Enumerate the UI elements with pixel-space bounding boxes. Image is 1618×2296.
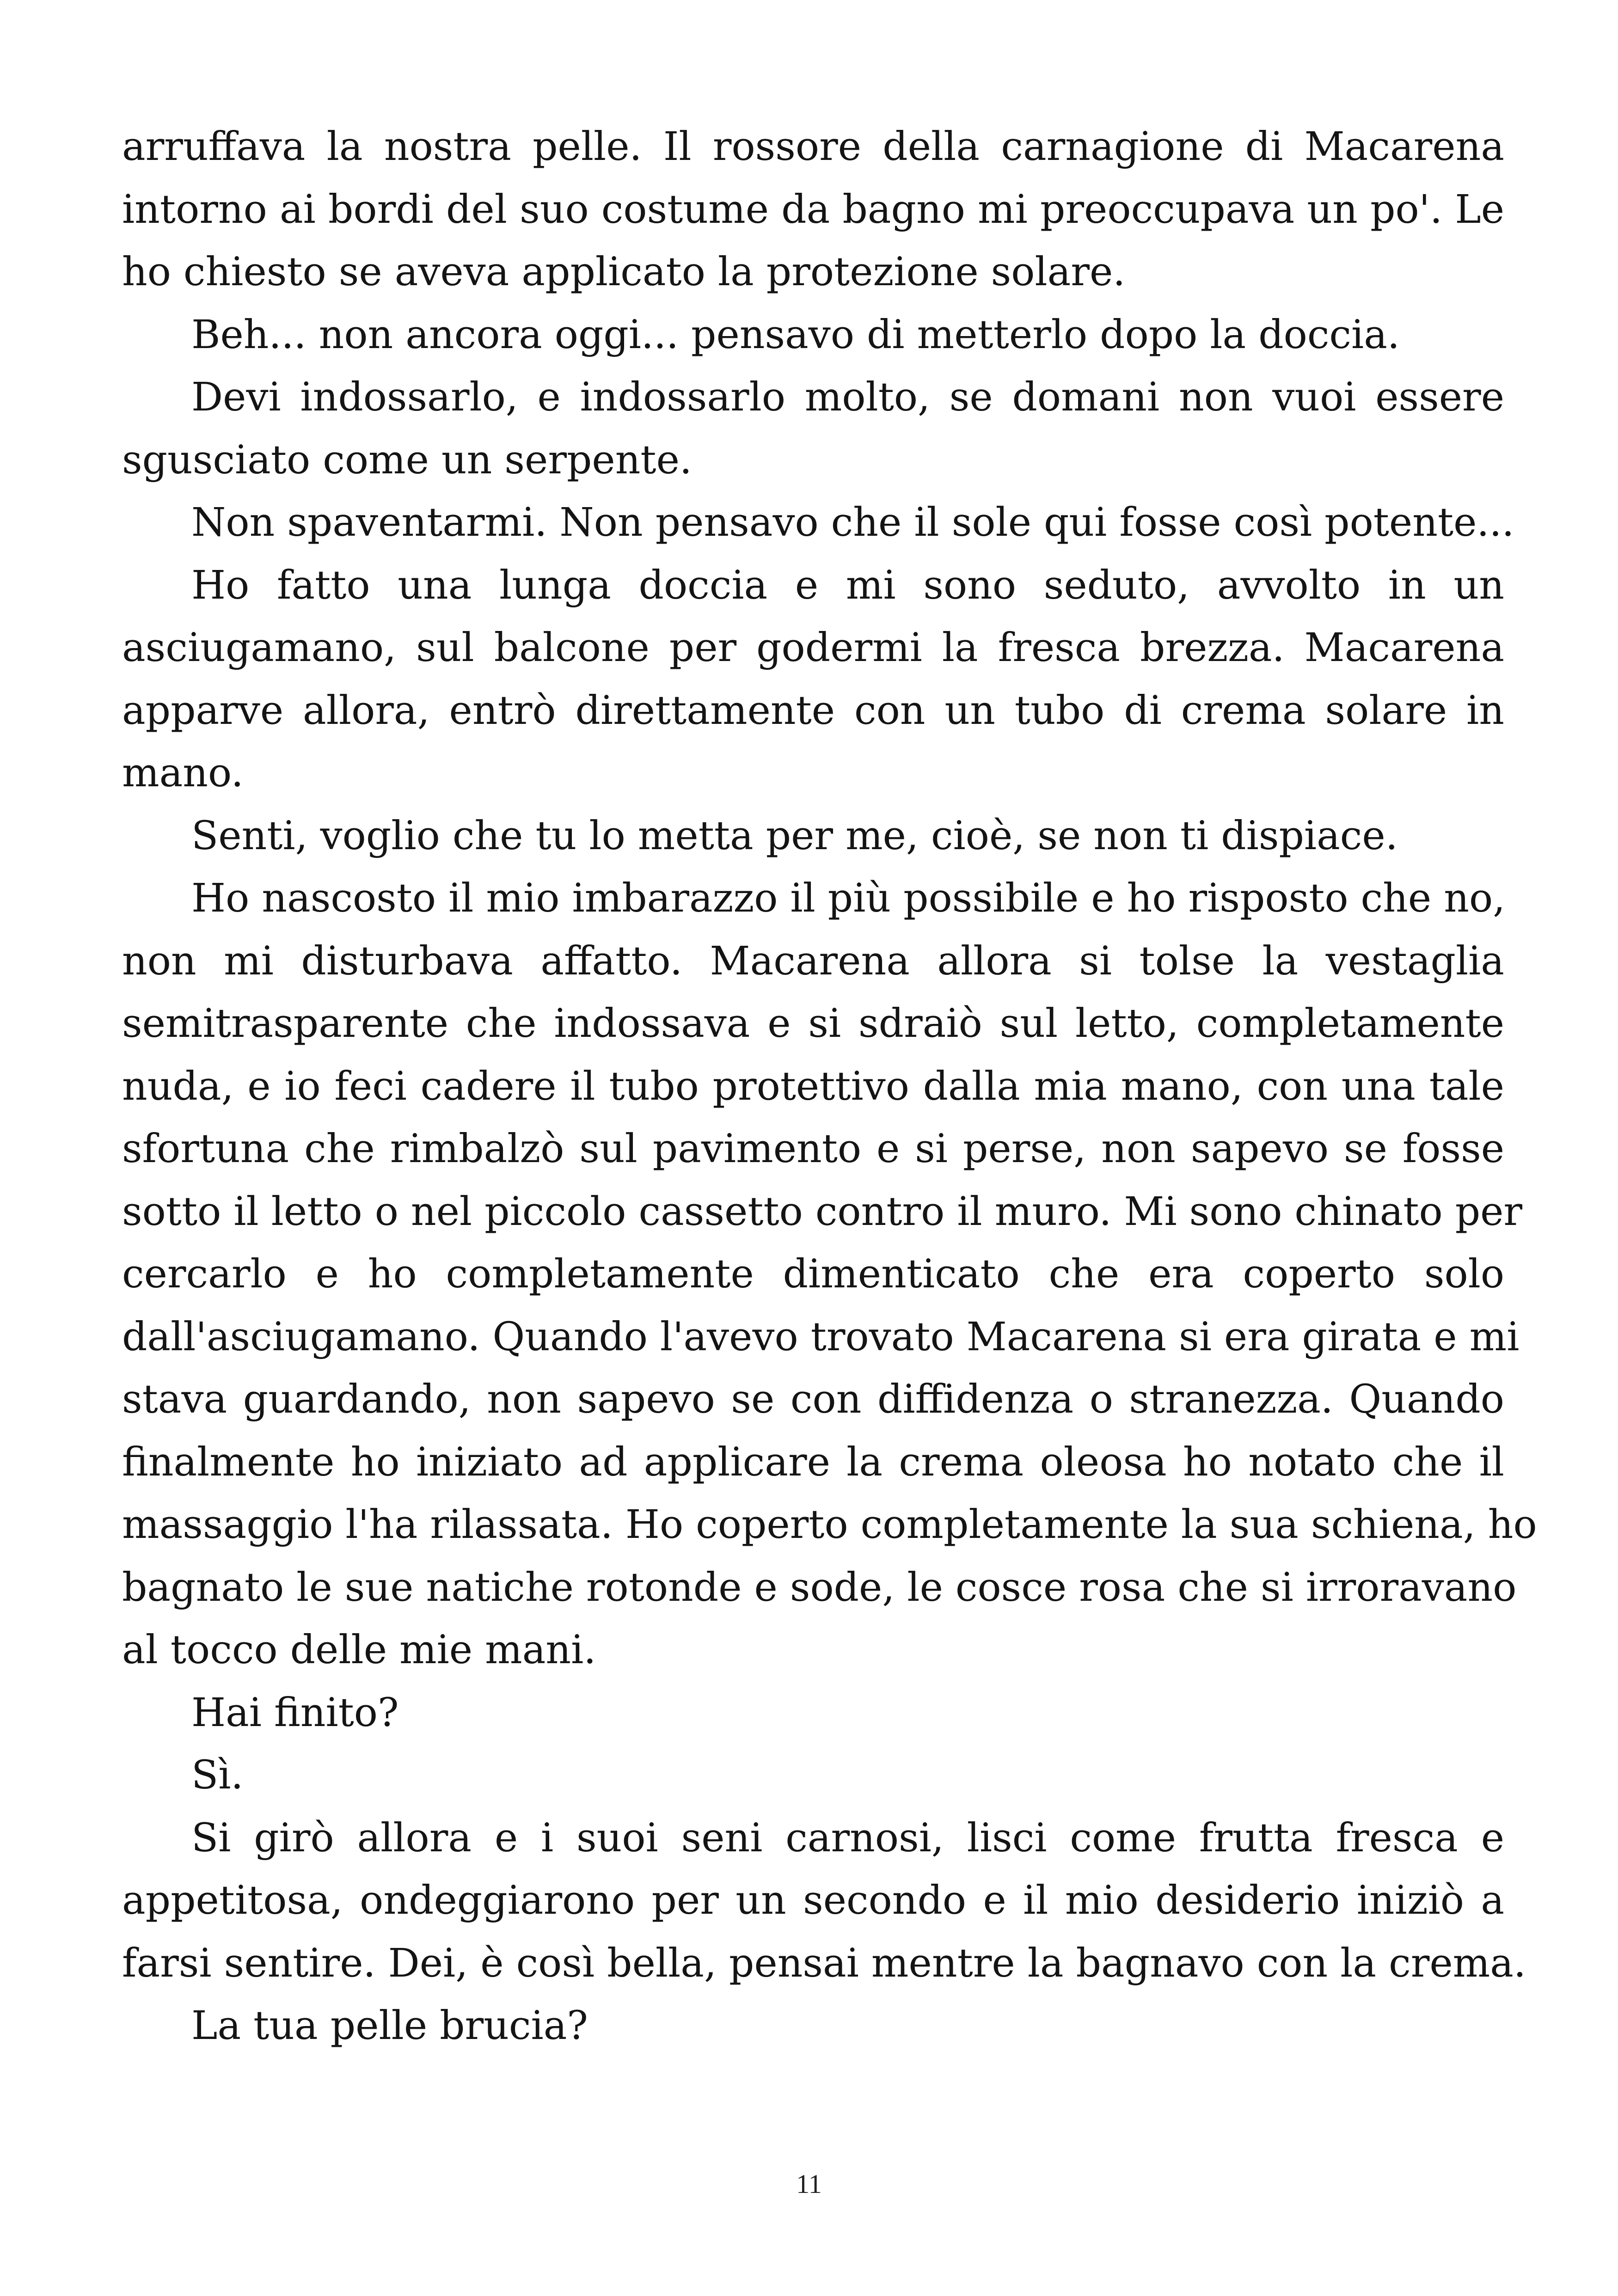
page-number: 11 <box>796 2169 822 2199</box>
text-line: finalmente ho iniziato ad applicare la crema oleosa ho notato che il <box>122 1439 1504 1485</box>
text-line: stava guardando, non sapevo se con diffidenza o stranezza. Quando <box>122 1377 1504 1422</box>
text-line: cercarlo e ho completamente dimenticato che era coperto solo <box>122 1251 1504 1297</box>
text-line: massaggio l'ha rilassata. Ho coperto completamente la sua schiena, ho <box>122 1502 1537 1548</box>
text-line: Non spaventarmi. Non pensavo che il sole qui fosse così potente... <box>191 500 1514 545</box>
text-line: arruffava la nostra pelle. Il rossore della carnagione di Macarena <box>122 124 1504 170</box>
text-line: non mi disturbava affatto. Macarena allora si tolse la vestaglia <box>122 938 1504 984</box>
text-line: semitrasparente che indossava e si sdraiò sul letto, completamente <box>122 1001 1504 1047</box>
text-line: Ho nascosto il mio imbarazzo il più possibile e ho risposto che no, <box>191 876 1506 921</box>
text-line: bagnato le sue natiche rotonde e sode, le cosce rosa che si irroravano <box>122 1564 1517 1610</box>
text-line: farsi sentire. Dei, è così bella, pensai mentre la bagnavo con la crema. <box>122 1940 1526 1986</box>
text-line: intorno ai bordi del suo costume da bagno mi preoccupava un po'. Le <box>122 186 1504 233</box>
text-line: Beh... non ancora oggi... pensavo di metterlo dopo la doccia. <box>191 312 1400 358</box>
text-line: Hai finito? <box>191 1690 399 1736</box>
text-line: Ho fatto una lunga doccia e mi sono seduto, avvolto in un <box>191 562 1504 608</box>
text-line: dall'asciugamano. Quando l'avevo trovato Macarena si era girata e mi <box>122 1314 1520 1360</box>
text-line: sgusciato come un serpente. <box>122 437 692 483</box>
text-line: mano. <box>122 750 244 796</box>
text-line: sfortuna che rimbalzò sul pavimento e si perse, non sapevo se fosse <box>122 1126 1504 1172</box>
text-line: appetitosa, ondeggiarono per un secondo e il mio desiderio iniziò a <box>122 1878 1504 1923</box>
text-line: Devi indossarlo, e indossarlo molto, se domani non vuoi essere <box>191 374 1504 420</box>
text-line: Senti, voglio che tu lo metta per me, cioè, se non ti dispiace. <box>191 813 1398 859</box>
text-line: al tocco delle mie mani. <box>122 1627 596 1673</box>
text-line: Sì. <box>191 1752 244 1798</box>
text-line: sotto il letto o nel piccolo cassetto contro il muro. Mi sono chinato per <box>122 1188 1523 1235</box>
text-line: nuda, e io feci cadere il tubo protettivo dalla mia mano, con una tale <box>122 1063 1504 1109</box>
text-line: Si girò allora e i suoi seni carnosi, lisci come frutta fresca e <box>191 1815 1504 1861</box>
body-text <box>122 116 1537 2057</box>
text-line: apparve allora, entrò direttamente con un tubo di crema solare in <box>122 687 1504 734</box>
text-line: ho chiesto se aveva applicato la protezione solare. <box>122 249 1126 295</box>
text-line: La tua pelle brucia? <box>191 2003 588 2049</box>
text-line: asciugamano, sul balcone per godermi la fresca brezza. Macarena <box>122 625 1504 671</box>
